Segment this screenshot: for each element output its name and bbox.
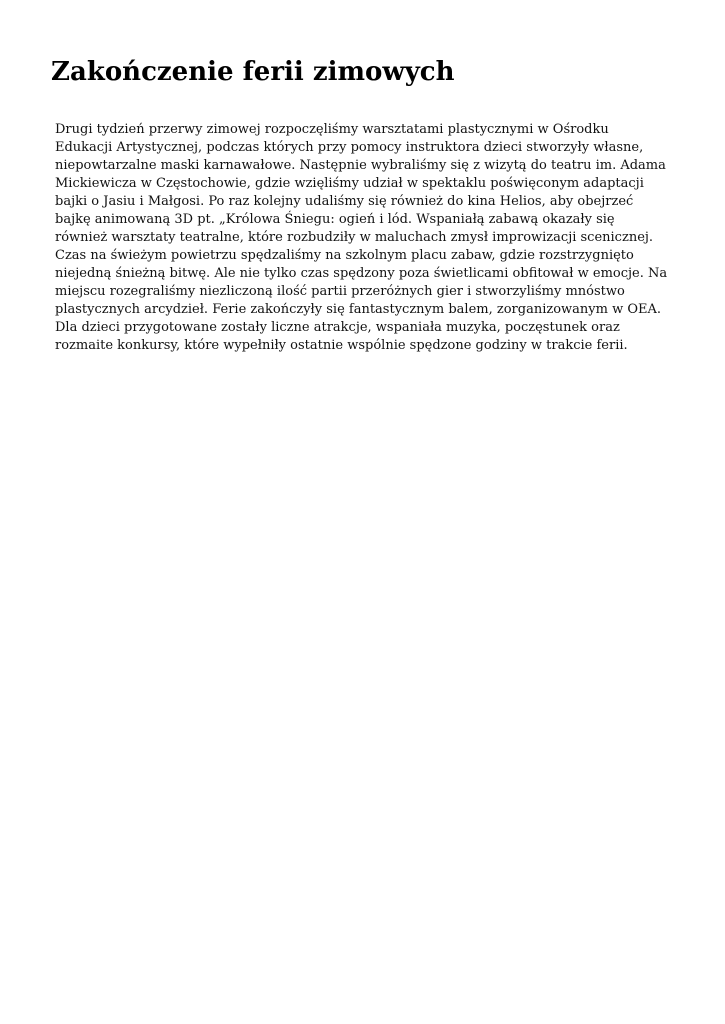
- document-paragraph: Drugi tydzień przerwy zimowej rozpoczęliśmy warsztatami plastycznymi w Ośrodku Edukacji Artystycznej, podczas których przy pomocy instruktora dzieci stworzyły własne, niepowtarzalne maski karnawałowe. Następnie wybraliśmy się z wizytą do teatru im. Adama Mickiewicza w Częstochowie, gdzie wzięliśmy udział w spektaklu poświęconym adaptacji bajki o Jasiu i Małgosi. Po raz kolejny udaliśmy się również do kina Helios, aby obejrzeć bajkę animowaną 3D pt. „Królowa Śniegu: ogień i lód. Wspaniałą zabawą okazały się również warsztaty teatralne, które rozbudziły w maluchach zmysł improwizacji scenicznej. Czas na świeżym powietrzu spędzaliśmy na szkolnym placu zabaw, gdzie rozstrzygnięto niejedną śnieżną bitwę. Ale nie tylko czas spędzony poza świetlicami obfitował w emocje. Na miejscu rozegraliśmy niezliczoną ilość partii przeróżnych gier i stworzyliśmy mnóstwo plastycznych arcydzieł. Ferie zakończyły się fantastycznym balem, zorganizowanym w OEA. Dla dzieci przygotowane zostały liczne atrakcje, wspaniała muzyka, poczęstunek oraz rozmaite konkursy, które wypełniły ostatnie wspólnie spędzone godziny w trakcie ferii.: [55, 122, 668, 353]
- document-title: Zakończenie ferii zimowych: [51, 57, 455, 87]
